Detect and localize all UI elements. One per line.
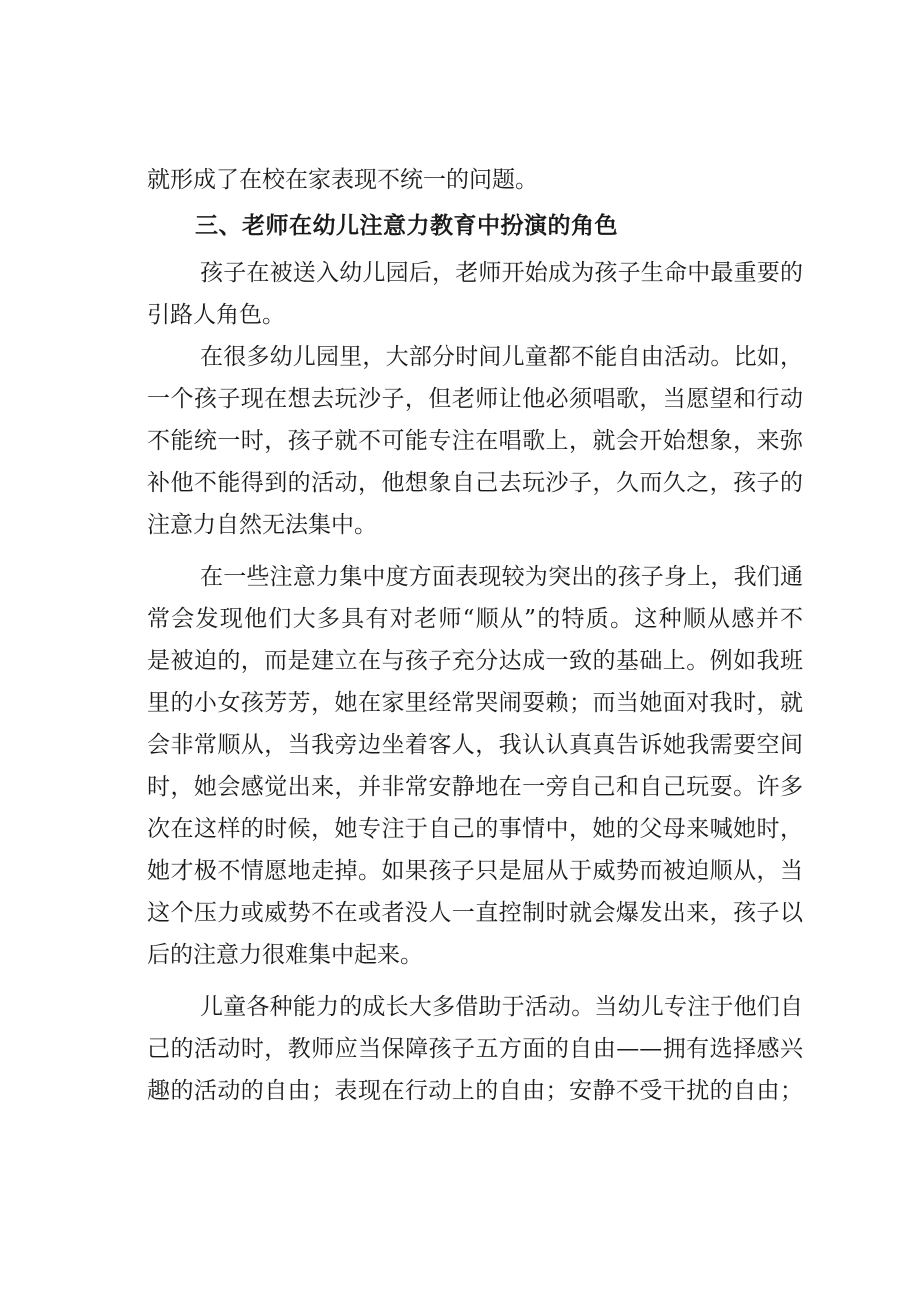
paragraph-line: 会非常顺从，当我旁边坐着客人，我认认真真告诉她我需要空间 — [147, 732, 803, 758]
paragraph-line: 儿童各种能力的成长大多借助于活动。当幼儿专注于他们自 — [200, 994, 803, 1020]
paragraph-line: 趣的活动的自由；表现在行动上的自由；安静不受干扰的自由； — [147, 1078, 803, 1104]
paragraph-line: 是被迫的，而是建立在与孩子充分达成一致的基础上。例如我班 — [147, 648, 803, 674]
paragraph-line: 不能统一时，孩子就不可能专注在唱歌上，就会开始想象，来弥 — [147, 428, 803, 454]
paragraph-line: 次在这样的时候，她专注于自己的事情中，她的父母来喊她时， — [147, 816, 803, 842]
paragraph-line: 补他不能得到的活动，他想象自己去玩沙子，久而久之，孩子的 — [147, 470, 803, 496]
paragraph-line: 时，她会感觉出来，并非常安静地在一旁自己和自己玩耍。许多 — [147, 774, 803, 800]
paragraph-line: 常会发现他们大多具有对老师“顺从”的特质。这种顺从感并不 — [147, 606, 803, 632]
paragraph-line: 己的活动时，教师应当保障孩子五方面的自由——拥有选择感兴 — [147, 1036, 803, 1062]
paragraph-line: 注意力自然无法集中。 — [147, 512, 377, 538]
paragraph-line: 在一些注意力集中度方面表现较为突出的孩子身上，我们通 — [200, 564, 803, 590]
paragraph-line: 里的小女孩芳芳，她在家里经常哭闹耍赖；而当她面对我时，就 — [147, 690, 803, 716]
paragraph-line: 这个压力或威势不在或者没人一直控制时就会爆发出来，孩子以 — [147, 900, 803, 926]
paragraph-line: 后的注意力很难集中起来。 — [147, 942, 423, 968]
paragraph-line: 引路人角色。 — [147, 302, 285, 328]
intro-tail-line: 就形成了在校在家表现不统一的问题。 — [147, 167, 538, 193]
paragraph-line: 她才极不情愿地走掉。如果孩子只是屈从于威势而被迫顺从，当 — [147, 858, 803, 884]
paragraph-line: 一个孩子现在想去玩沙子，但老师让他必须唱歌，当愿望和行动 — [147, 386, 803, 412]
paragraph-line: 孩子在被送入幼儿园后，老师开始成为孩子生命中最重要的 — [200, 260, 803, 286]
section-heading: 三、老师在幼儿注意力教育中扮演的角色 — [195, 213, 618, 239]
paragraph-line: 在很多幼儿园里，大部分时间儿童都不能自由活动。比如， — [200, 344, 803, 370]
